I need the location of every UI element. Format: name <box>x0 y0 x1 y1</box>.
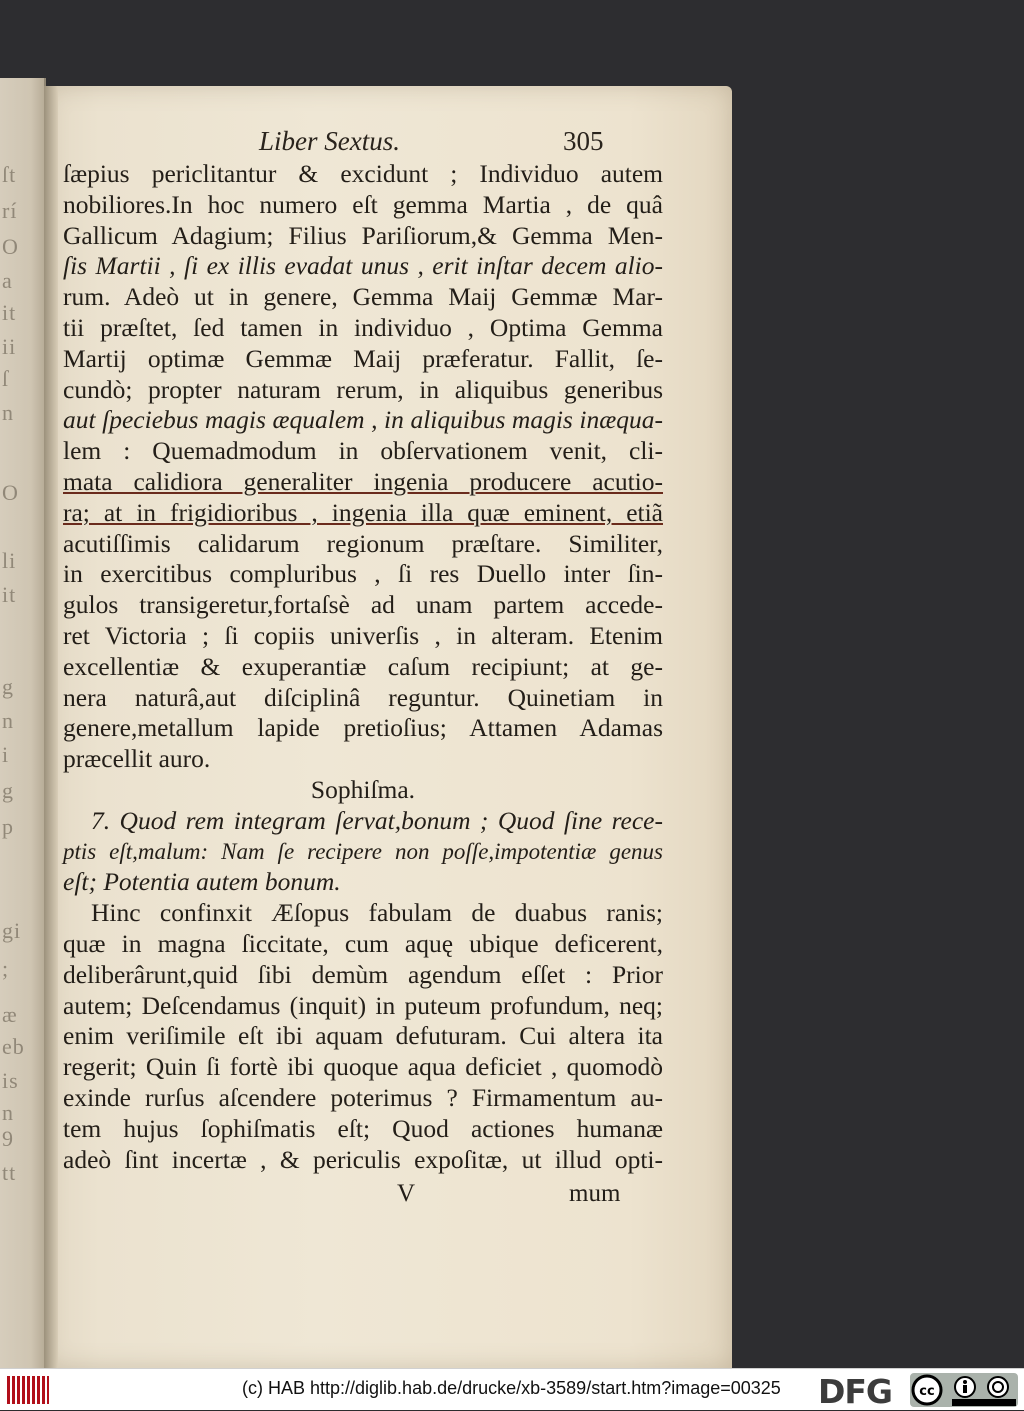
text-line: rum. Adeò ut in genere, Gemma Maij Gemmæ Mar- <box>63 282 663 312</box>
text-line: quæ in magna ſiccitate, cum aquę ubique deficerent, <box>63 928 663 958</box>
text-line: Hinc confinxit Æſopus fabulam de duabus ranis; <box>91 898 663 928</box>
text-line: deliberârunt,quid ſibi demùm agendum eſſet : Prior <box>63 959 663 989</box>
text-line: acutiſſimis calidarum regionum præſtare. Similiter, <box>63 528 663 558</box>
text-line: Gallicum Adagium; Filius Pariſiorum,& Gemma Men- <box>63 220 663 250</box>
running-head: Liber Sextus. <box>259 126 400 156</box>
text-line: 7. Quod rem integram ſervat,bonum ; Quod ſine rece- <box>91 805 663 835</box>
text-line: exinde rurſus aſcendere poterimus ? Firmamentum au- <box>63 1082 663 1112</box>
text-line: regerit; Quin ſi fortè ibi quoque aqua deficiet , quomodò <box>63 1052 663 1082</box>
text-line: autem; Deſcendamus (inquit) in puteum profundum, neq; <box>63 990 663 1020</box>
text-line: ret Victoria ; ſi copiis univerſis , in alteram. Etenim <box>63 620 663 650</box>
signature-mark: V <box>397 1180 416 1207</box>
catchword: mum <box>569 1180 621 1207</box>
text-line: præcellit auro. <box>63 744 211 774</box>
text-line: tii præſtet, ſed tamen in individuo , Optima Gemma <box>63 312 663 342</box>
underlined-line: mata calidiora generaliter ingenia producere acutio- <box>63 466 663 496</box>
text-line: gulos transigeretur,fortaſsè ad unam partem accede- <box>63 590 663 620</box>
text-line: nera naturâ,aut diſciplinâ reguntur. Quinetiam in <box>63 682 663 712</box>
page-number: 305 <box>563 126 604 156</box>
text-line: ſæpius periclitantur & excidunt ; Individuo autem <box>63 159 663 188</box>
barcode-icon <box>7 1376 49 1404</box>
text-line: eſt; Potentia autem bonum. <box>63 867 341 897</box>
text-line: excellentiæ & exuperantiæ caſum recipiunt; at ge- <box>63 651 663 681</box>
text-line: in exercitibus compluribus , ſi res Duello inter ſin- <box>63 559 663 589</box>
cc-license-icon[interactable] <box>910 1373 1018 1407</box>
viewer-footer <box>0 1368 1024 1410</box>
source-link[interactable]: (c) HAB http://diglib.hab.de/drucke/xb-3589/start.htm?image=00325 <box>242 1378 781 1398</box>
text-line: enim veriſimile eſt ibi aquam defuturam. Cui altera ita <box>63 1021 663 1051</box>
text-line: cundò; propter naturam rerum, in aliquibus generibus <box>63 374 663 404</box>
text-line: aut ſpeciebus magis æqualem , in aliquibus magis inæqua- <box>63 405 663 435</box>
text-line: ptis eſt,malum: Nam ſe recipere non poſſe,impotentiæ genus <box>63 838 663 864</box>
body-text <box>63 159 663 1175</box>
text-line: Martij optimæ Gemmæ Maij præferatur. Fallit, ſe- <box>63 343 663 373</box>
dfg-logo: DFG <box>818 1372 893 1411</box>
text-line: lem : Quemadmodum in obſervationem venit, cli- <box>63 436 663 466</box>
text-line: nobiliores.In hoc numero eſt gemma Martia , de quâ <box>63 189 663 219</box>
text-line: tem hujus ſophiſmatis eſt; Quod actiones humanæ <box>63 1113 663 1143</box>
underlined-line: ra; at in frigidioribus , ingenia illa quæ eminent, etiã <box>63 497 663 527</box>
text-line: ſis Martii , ſi ex illis evadat unus , erit inſtar decem alio- <box>63 251 663 281</box>
facing-page-edge: ſt rí O a it ii ſ n O li it g n i g p gi ; æ eb is n 9 tt <box>0 78 46 1368</box>
svg-text:cc: cc <box>919 1384 935 1399</box>
text-line: adeò ſint incertæ , & periculis expoſitæ, ut illud opti- <box>63 1144 663 1174</box>
page-gutter <box>44 86 58 1368</box>
text-line: genere,metallum lapide pretioſius; Attamen Adamas <box>63 713 663 743</box>
book-page <box>44 86 732 1368</box>
section-heading: Sophiſma. <box>310 774 416 804</box>
